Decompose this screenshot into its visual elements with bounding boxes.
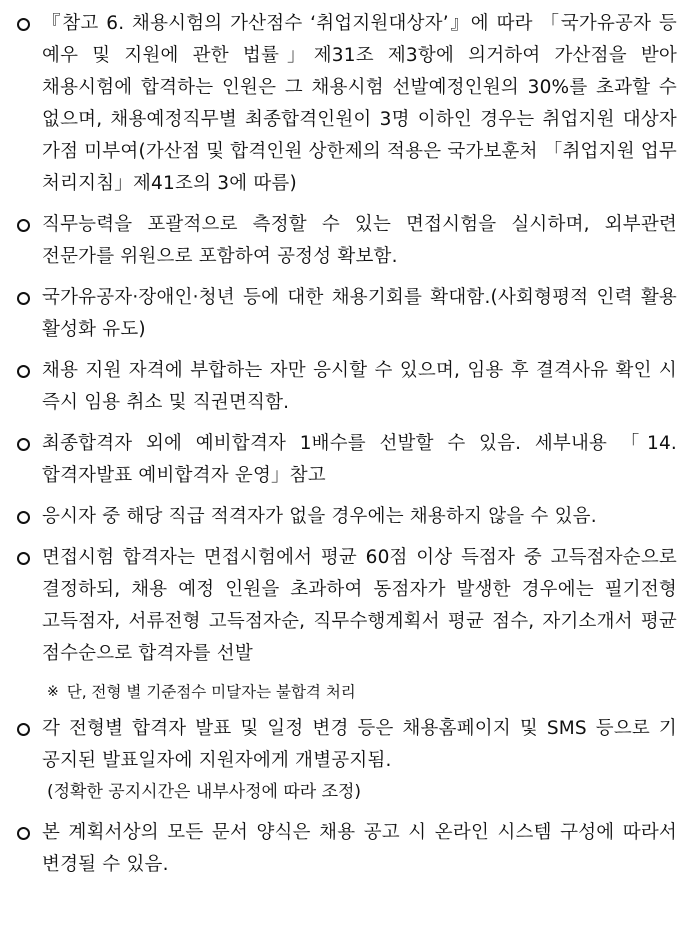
circle-bullet-icon xyxy=(17,723,30,736)
list-item xyxy=(17,817,677,881)
list-item xyxy=(17,542,677,670)
list-item-text: 본 계획서상의 모든 문서 양식은 채용 공고 시 온라인 시스템 구성에 따라서 변경될 수 있음. xyxy=(42,822,677,875)
list-item-text: 국가유공자·장애인·청년 등에 대한 채용기회를 확대함.(사회형평적 인력 활용 활성화 유도) xyxy=(42,287,677,340)
list-item-text: 각 전형별 합격자 발표 및 일정 변경 등은 채용홈페이지 및 SMS 등으로 기 공지된 발표일자에 지원자에게 개별공지됨. xyxy=(42,718,677,771)
circle-bullet-icon xyxy=(17,292,30,305)
footnote xyxy=(17,677,677,707)
list-item xyxy=(17,501,677,533)
circle-bullet-icon xyxy=(17,18,30,31)
list-item-text: 채용 지원 자격에 부합하는 자만 응시할 수 있으며, 임용 후 결격사유 확인 시 즉시 임용 취소 및 직권면직함. xyxy=(42,360,677,413)
circle-bullet-icon xyxy=(17,365,30,378)
circle-bullet-icon xyxy=(17,438,30,451)
footnote-text: 단, 전형 별 기준점수 미달자는 불합격 처리 xyxy=(66,683,356,701)
list-item xyxy=(17,355,677,419)
list-item-text: 『참고 6. 채용시험의 가산점수 ‘취업지원대상자’』에 따라 「국가유공자 등 예우 및 지원에 관한 법률」제31조 제3항에 의거하여 가산점을 받아 채용시험에 합격하는 인원은 그 채용시험 선발예정인원의 30%를 초과할 수 없으며, 채용예정직무별 최종합격인원이 3명 이하인 경우는 취업지원 대상자 가점 미부여(가산점 및 합격인원 상한제의 적용은 국가보훈처 「취업지원 업무 처리지침」제41조의 3에 따름) xyxy=(42,13,677,194)
circle-bullet-icon xyxy=(17,511,30,524)
list-item xyxy=(17,428,677,492)
list-item xyxy=(17,8,677,200)
circle-bullet-icon xyxy=(17,552,30,565)
list-item-text: 면접시험 합격자는 면접시험에서 평균 60점 이상 득점자 중 고득점자순으로 결정하되, 채용 예정 인원을 초과하여 동점자가 발생한 경우에는 필기전형 고득점자, 서류전형 고득점자순, 직무수행계획서 평균 점수, 자기소개서 평균 점수순으로 합격자를 선발 xyxy=(42,547,677,664)
list-item-text: 최종합격자 외에 예비합격자 1배수를 선발할 수 있음. 세부내용 「14. 합격자발표 예비합격자 운영」참고 xyxy=(42,433,677,486)
reference-mark-icon: ※ xyxy=(47,684,59,700)
circle-bullet-icon xyxy=(17,827,30,840)
circle-bullet-icon xyxy=(17,219,30,232)
list-item-text: 직무능력을 포괄적으로 측정할 수 있는 면접시험을 실시하며, 외부관련 전문가를 위원으로 포함하여 공정성 확보함. xyxy=(42,214,677,267)
list-item-subnote: (정확한 공지시간은 내부사정에 따라 조정) xyxy=(47,782,362,802)
list-item xyxy=(17,713,677,777)
list-item-text: 응시자 중 해당 직급 적격자가 없을 경우에는 채용하지 않을 수 있음. xyxy=(42,506,597,527)
list-item xyxy=(17,282,677,346)
list-item xyxy=(17,209,677,273)
